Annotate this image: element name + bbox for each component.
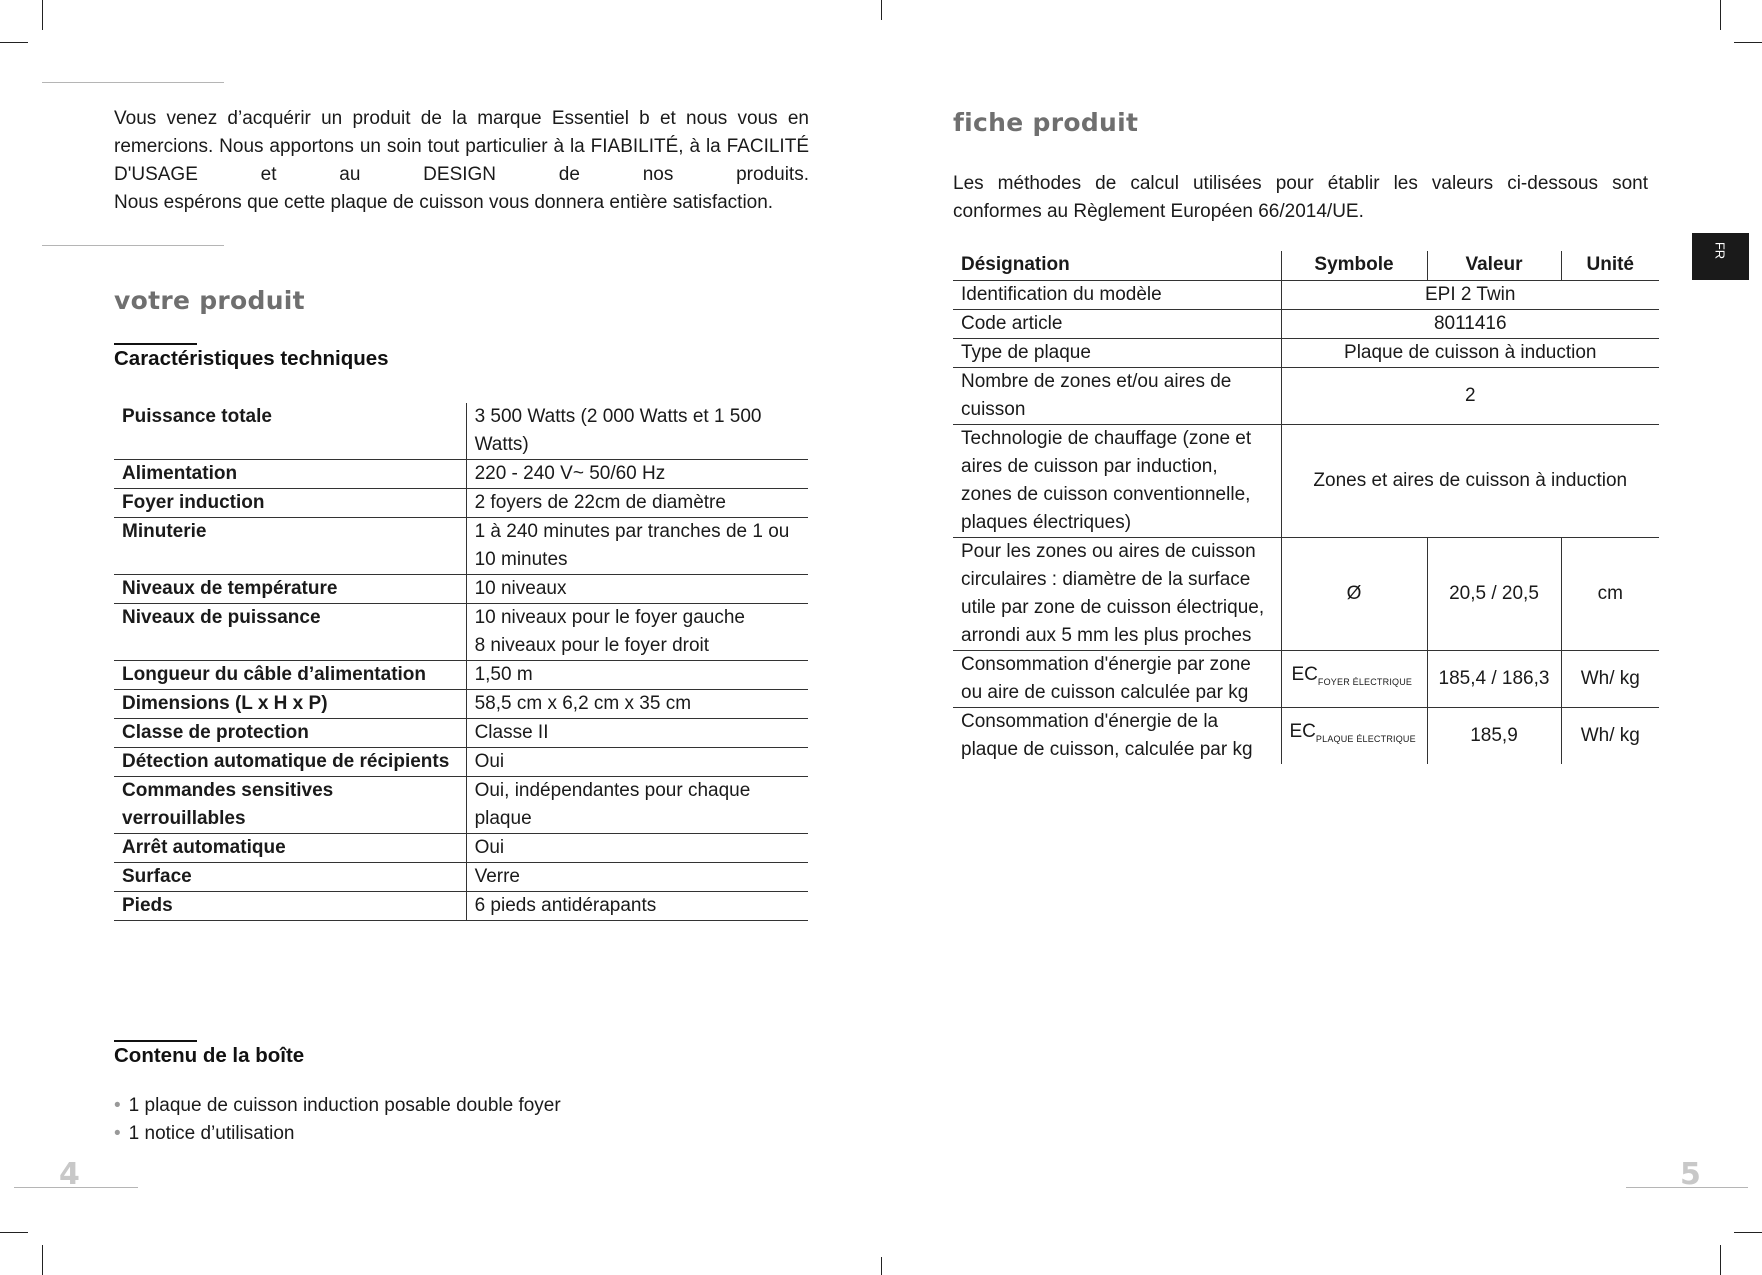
crop-mark	[0, 42, 28, 43]
crop-mark	[1734, 42, 1762, 43]
intro-paragraph: Vous venez d’acquérir un produit de la marque Essentiel b et nous vous en remercions. Nous apportons un soin tout particulier à la FIABILITÉ, à la FACILITÉ D'USAGE et au DESIGN de nos produits.	[114, 108, 809, 185]
table-row	[114, 777, 808, 834]
row-symbol	[1281, 650, 1427, 707]
row-label: Code article	[953, 309, 1281, 338]
table-row	[114, 834, 808, 863]
crop-mark	[42, 0, 43, 30]
row-label: Consommation d'énergie de la plaque de cuisson, calculée par kg	[953, 707, 1281, 764]
spec-label: Niveaux de puissance	[114, 604, 466, 661]
list-item: • 1 plaque de cuisson induction posable double foyer	[114, 1092, 561, 1120]
symbol-subscript: PLAQUE ÉLECTRIQUE	[1315, 734, 1416, 744]
row-value: EPI 2 Twin	[1281, 280, 1659, 309]
symbol-ec: EC	[1291, 664, 1318, 685]
row-symbol: Ø	[1281, 537, 1427, 650]
section-title: fiche produit	[953, 108, 1139, 137]
specs-title: Caractéristiques techniques	[114, 347, 389, 370]
row-value: Zones et aires de cuisson à induction	[1281, 424, 1659, 537]
language-tab	[1692, 233, 1749, 280]
crop-mark	[881, 0, 882, 20]
specs-table	[114, 403, 808, 921]
row-value: 185,4 / 186,3	[1427, 650, 1561, 707]
spec-label: Puissance totale	[114, 403, 466, 460]
row-label: Pour les zones ou aires de cuisson circulaires : diamètre de la surface utile par zone de cuisson électrique, arrondi aux 5 mm les plus proches	[953, 537, 1281, 650]
page-number: 4	[59, 1157, 80, 1192]
table-row	[114, 863, 808, 892]
header-valeur: Valeur	[1427, 251, 1561, 280]
row-value: 2	[1281, 367, 1659, 424]
header-symbole: Symbole	[1281, 251, 1427, 280]
intro-paragraph: Nous espérons que cette plaque de cuisson vous donnera entière satisfaction.	[114, 192, 774, 213]
spec-label: Pieds	[114, 892, 466, 921]
spec-label: Niveaux de température	[114, 575, 466, 604]
crop-mark	[881, 1257, 882, 1275]
row-unit: cm	[1561, 537, 1659, 650]
spec-value: Verre	[466, 863, 808, 892]
spec-label: Minuterie	[114, 518, 466, 575]
spec-label: Arrêt automatique	[114, 834, 466, 863]
header-unite: Unité	[1561, 251, 1659, 280]
row-value: Plaque de cuisson à induction	[1281, 338, 1659, 367]
symbol-subscript: FOYER ÉLECTRIQUE	[1317, 677, 1413, 687]
row-value: 8011416	[1281, 309, 1659, 338]
row-value: 185,9	[1427, 707, 1561, 764]
table-row	[114, 748, 808, 777]
spec-label: Détection automatique de récipients	[114, 748, 466, 777]
table-row	[114, 460, 808, 489]
row-label: Identification du modèle	[953, 280, 1281, 309]
header-designation: Désignation	[953, 251, 1281, 280]
fiche-intro	[953, 170, 1648, 226]
product-sheet-table	[953, 251, 1659, 764]
spec-label: Surface	[114, 863, 466, 892]
spec-value: 6 pieds antidérapants	[466, 892, 808, 921]
divider	[42, 82, 224, 83]
spec-value: 58,5 cm x 6,2 cm x 35 cm	[466, 690, 808, 719]
spec-value: 3 500 Watts (2 000 Watts et 1 500 Watts)	[466, 403, 808, 460]
spec-value: 220 - 240 V~ 50/60 Hz	[466, 460, 808, 489]
table-row	[114, 604, 808, 661]
subtitle-rule	[114, 343, 197, 345]
row-symbol	[1281, 707, 1427, 764]
section-title: votre produit	[114, 286, 305, 315]
spec-value: Oui	[466, 748, 808, 777]
crop-mark	[1720, 1245, 1721, 1275]
spec-value: 1,50 m	[466, 661, 808, 690]
language-tab-label: FR	[1712, 241, 1728, 260]
list-item: • 1 notice d’utilisation	[114, 1120, 561, 1148]
spec-label: Commandes sensitives verrouillables	[114, 777, 466, 834]
table-row	[114, 661, 808, 690]
spec-label: Foyer induction	[114, 489, 466, 518]
row-unit: Wh/ kg	[1561, 650, 1659, 707]
table-row	[114, 690, 808, 719]
row-label: Type de plaque	[953, 338, 1281, 367]
row-label: Nombre de zones et/ou aires de cuisson	[953, 367, 1281, 424]
table-row	[114, 403, 808, 460]
row-unit: Wh/ kg	[1561, 707, 1659, 764]
spec-value: 1 à 240 minutes par tranches de 1 ou 10 minutes	[466, 518, 808, 575]
spec-value: Classe II	[466, 719, 808, 748]
row-label: Consommation d'énergie par zone ou aire de cuisson calculée par kg	[953, 650, 1281, 707]
divider	[42, 245, 224, 246]
table-row	[114, 489, 808, 518]
crop-mark	[1720, 0, 1721, 30]
spec-value: 10 niveaux	[466, 575, 808, 604]
table-row	[114, 892, 808, 921]
crop-mark	[42, 1245, 43, 1275]
fiche-intro-text: Les méthodes de calcul utilisées pour établir les valeurs ci-dessous sont conformes au Règlement Européen 66/2014/UE.	[953, 173, 1648, 222]
spec-value: 2 foyers de 22cm de diamètre	[466, 489, 808, 518]
symbol-ec: EC	[1289, 721, 1316, 742]
crop-mark	[0, 1232, 28, 1233]
page-number: 5	[1680, 1157, 1701, 1192]
spec-label: Dimensions (L x H x P)	[114, 690, 466, 719]
box-contents-list	[114, 1092, 561, 1148]
table-row	[114, 575, 808, 604]
table-row	[114, 518, 808, 575]
spec-label: Classe de protection	[114, 719, 466, 748]
intro-text	[114, 105, 809, 217]
subtitle-rule	[114, 1040, 197, 1042]
spec-label: Alimentation	[114, 460, 466, 489]
spec-label: Longueur du câble d’alimentation	[114, 661, 466, 690]
row-value: 20,5 / 20,5	[1427, 537, 1561, 650]
row-label: Technologie de chauffage (zone et aires de cuisson par induction, zones de cuisson conventionnelle, plaques électriques)	[953, 424, 1281, 537]
spec-value: Oui	[466, 834, 808, 863]
crop-mark	[1734, 1232, 1762, 1233]
box-contents-title: Contenu de la boîte	[114, 1044, 305, 1067]
table-row	[114, 719, 808, 748]
spec-value: 10 niveaux pour le foyer gauche 8 niveaux pour le foyer droit	[466, 604, 808, 661]
spec-value: Oui, indépendantes pour chaque plaque	[466, 777, 808, 834]
